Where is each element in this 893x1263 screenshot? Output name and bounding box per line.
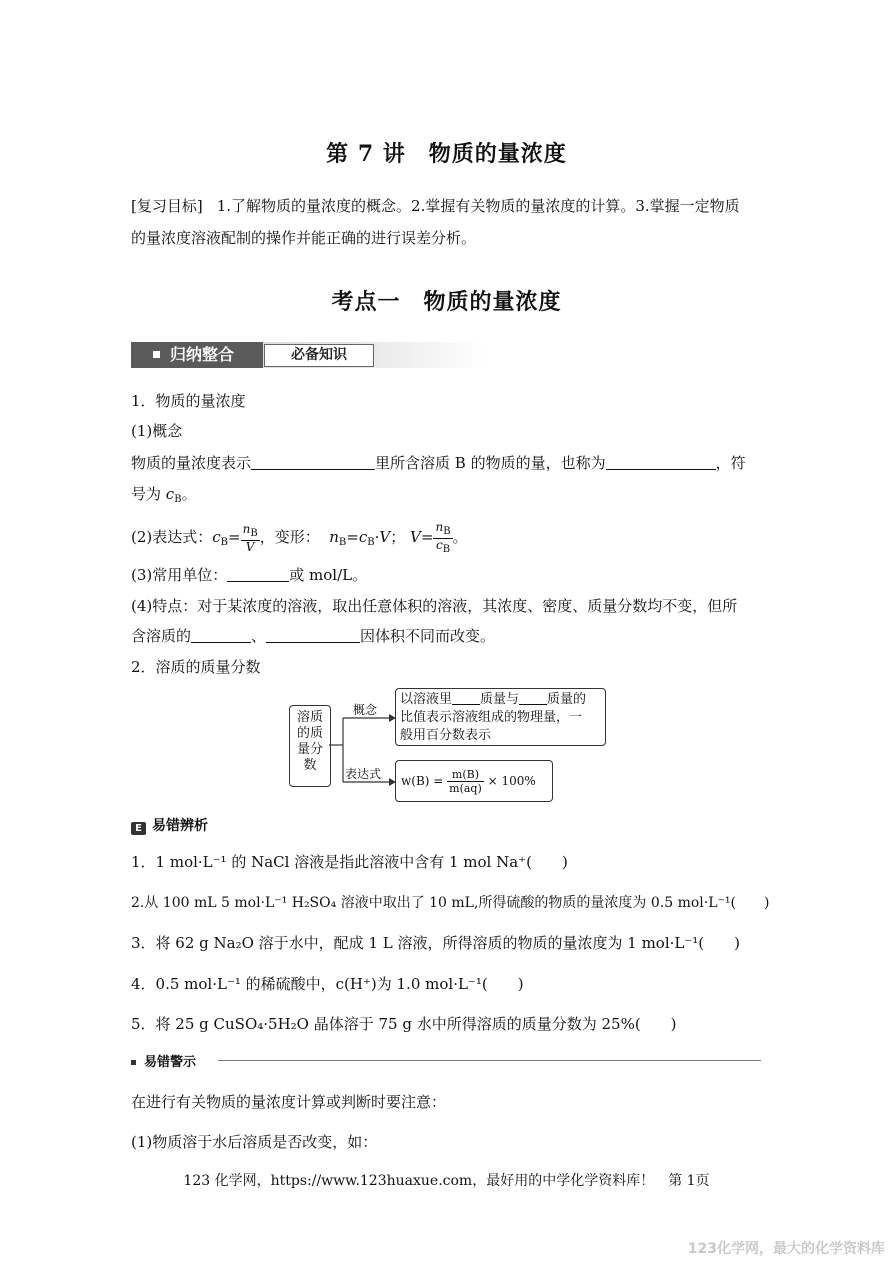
error-item: 2.从 100 mL 5 mol·L⁻¹ H₂SO₄ 溶液中取出了 10 mL,所得硫酸的物质的量浓度为 0.5 mol·L⁻¹( ) [131, 895, 770, 911]
error-item: 5．将 25 g CuSO₄·5H₂O 晶体溶于 75 g 水中所得溶质的质量分数为 25%( ) [131, 1015, 677, 1033]
objective-text-1: 1.了解物质的量浓度的概念。2.掌握有关物质的量浓度的计算。3.掌握一定物质 [216, 197, 740, 215]
answer-blank[interactable] [452, 692, 480, 705]
bullet-icon [131, 1060, 136, 1065]
answer-blank[interactable] [519, 692, 547, 705]
label-concept: 概念 [353, 703, 378, 717]
watermark: 123化学网，最大的化学资料库 [687, 1241, 885, 1257]
objective-tag: [复习目标] [131, 197, 203, 215]
feature-line-2: 含溶质的 、 因体积不同而改变。 [131, 627, 496, 645]
formula-fraction: $\frac{m(B)}{m(aq)}$ [449, 768, 482, 795]
answer-blank[interactable] [251, 454, 375, 470]
concept-line-2: 号为 $c_B$。 [131, 485, 197, 505]
banner-summary-tab: 归纳整合 [131, 342, 263, 368]
feature-line-1: (4)特点：对于某浓度的溶液，取出任意体积的溶液，其浓度、密度、质量分数均不变，但所 [131, 597, 738, 615]
error-item: 3．将 62 g Na₂O 溶于水中，配成 1 L 溶液，所得溶质的物质的量浓度为 1 mol·L⁻¹( ) [131, 934, 740, 952]
warning-divider [218, 1060, 761, 1061]
square-icon [153, 351, 160, 358]
item1-heading: 1．物质的量浓度 [131, 392, 246, 410]
formula-fraction: $\frac{n_B}{V}$ [242, 521, 258, 554]
error-item: 1．1 mol·L⁻¹ 的 NaCl 溶液是指此溶液中含有 1 mol Na⁺( ) [131, 853, 568, 871]
objective-line-1 [131, 196, 740, 216]
warning-intro: 在进行有关物质的量浓度计算或判断时要注意： [131, 1093, 447, 1111]
error-item: 4．0.5 mol·L⁻¹ 的稀硫酸中，c(H⁺)为 1.0 mol·L⁻¹( ) [131, 975, 524, 993]
error-icon: E [131, 822, 146, 835]
errors-heading: E 易错辨析 [131, 815, 208, 835]
formula-fraction: $\frac{n_B}{c_B}$ [435, 519, 451, 555]
expression-line: (2)表达式：$c_B=$ $\frac{n_B}{V}$ ，变形： $n_B=c_B\cdot V$； V= $\frac{n_B}{c_B}$ 。 [131, 519, 468, 555]
unit-line: (3)常用单位： 或 mol/L。 [131, 566, 368, 584]
concept-box: 以溶液里 质量与 质量的 比值表示溶液组成的物理量，一 般用百分数表示 [395, 688, 606, 746]
concept-label: (1)概念 [131, 422, 183, 440]
answer-blank[interactable] [606, 454, 716, 470]
answer-blank[interactable] [191, 627, 251, 643]
answer-blank[interactable] [266, 627, 360, 643]
section-title: 考点一 物质的量浓度 [331, 289, 562, 315]
answer-blank[interactable] [227, 566, 289, 582]
diagram-node: 溶质 的质 量分 数 [289, 705, 331, 787]
label-expression: 表达式 [345, 767, 382, 781]
warning-point-1: (1)物质溶于水后溶质是否改变，如： [131, 1133, 378, 1151]
concept-line-1: 物质的量浓度表示 里所含溶质 B 的物质的量，也称为 ，符 [131, 454, 746, 472]
item2-heading: 2．溶质的质量分数 [131, 658, 261, 676]
page-footer: 123 化学网，https://www.123huaxue.com，最好用的中学化学资料库！ 第 1页 [183, 1173, 710, 1189]
page-title: 第 7 讲 物质的量浓度 [326, 141, 567, 167]
formula-box: w(B) = $\frac{m(B)}{m(aq)}$ × 100% [395, 760, 553, 802]
warning-heading: 易错警示 [131, 1051, 196, 1070]
banner-knowledge-tag: 必备知识 [264, 344, 374, 367]
objective-line-2: 的量浓度溶液配制的操作并能正确的进行误差分析。 [131, 229, 477, 247]
